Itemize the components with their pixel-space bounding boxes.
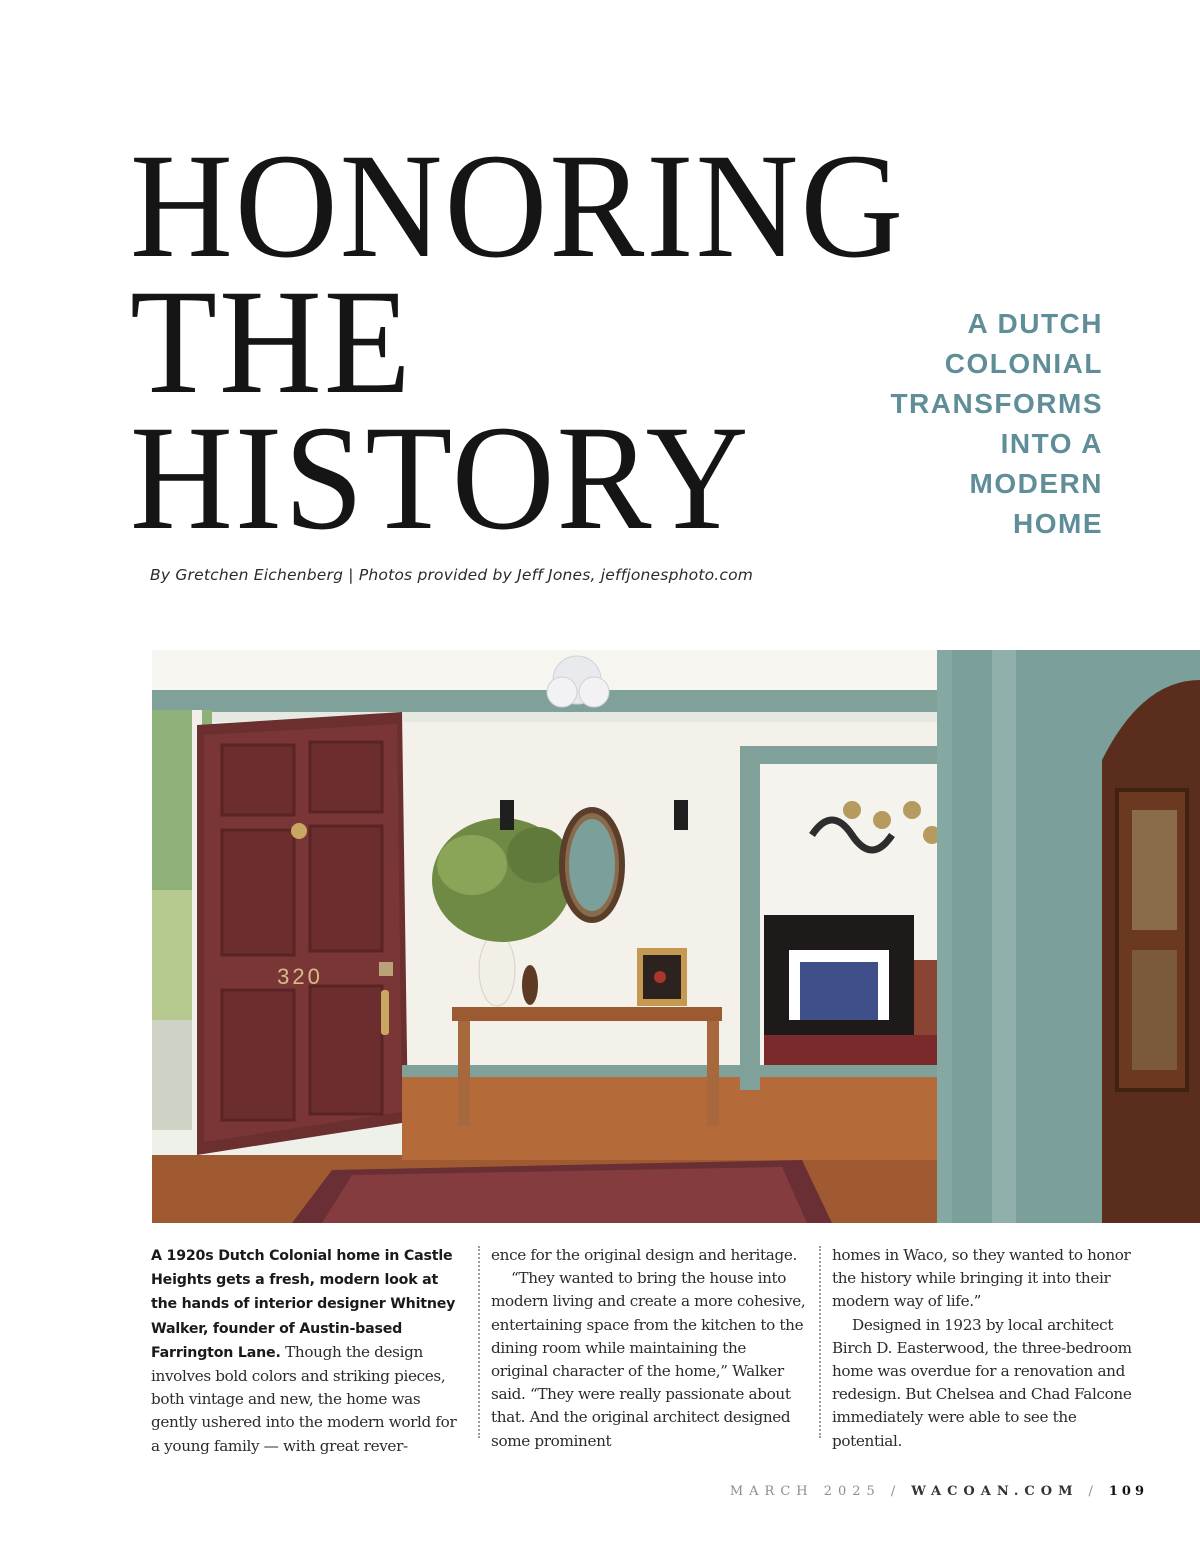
body-text	[151, 1244, 1149, 1455]
issue-date: MARCH 2025	[729, 1484, 881, 1499]
column-divider	[819, 1246, 821, 1438]
deck-line: INTO A	[1000, 428, 1103, 459]
article-deck	[803, 304, 1103, 544]
door-number: 320	[277, 964, 323, 989]
lead-in: A 1920s Dutch Colonial home in Castle Heights gets a fresh, modern look at the hands of interior designer Whitney Walker, founder of Austin-based Farrington Lane.	[151, 1248, 456, 1361]
paragraph: ence for the original design and heritage.	[491, 1246, 797, 1264]
page-number: 109	[1108, 1484, 1148, 1499]
paragraph: Designed in 1923 by local architect Birch D. Easterwood, the three-bedroom home was overdue for a renovation and redesign. But Chelsea and Chad Falcone immediately were able to see the potential.	[832, 1315, 1132, 1450]
deck-line: HOME	[1013, 508, 1103, 539]
byline: By Gretchen Eichenberg | Photos provided by Jeff Jones, jeffjonesphoto.com	[150, 566, 754, 584]
paragraph: “They wanted to bring the house into modern living and create a more cohesive, entertaining space from the kitchen to the dining room while maintaining the original character of the home,” Walker said. “They were really passionate about that. And the original architect designed some prominent	[491, 1269, 806, 1450]
site-name: WACOAN.COM	[911, 1484, 1079, 1499]
headline-line-2: THE	[130, 259, 413, 425]
headline-line-3: HISTORY	[130, 395, 751, 561]
paragraph	[151, 1244, 466, 1458]
column-divider	[478, 1246, 480, 1438]
headline-line-1: HONORING	[130, 123, 906, 289]
entryway-photo	[152, 650, 1200, 1223]
body-column-3	[832, 1244, 1147, 1453]
paragraph: homes in Waco, so they wanted to honor the history while bringing it into their modern way of life.”	[832, 1246, 1131, 1311]
body-column-1	[151, 1244, 466, 1458]
deck-line: COLONIAL	[944, 348, 1103, 379]
body-column-2	[491, 1244, 806, 1453]
page-footer: MARCH 2025 / WACOAN.COM / 109	[729, 1484, 1148, 1499]
deck-line: TRANSFORMS	[890, 388, 1103, 419]
deck-line: A DUTCH	[967, 308, 1103, 339]
paragraph-text: Though the design involves bold colors and striking pieces, both vintage and new, the home was gently ushered into the modern world for a young family — with great rever-	[151, 1342, 457, 1455]
deck-line: MODERN	[969, 468, 1103, 499]
